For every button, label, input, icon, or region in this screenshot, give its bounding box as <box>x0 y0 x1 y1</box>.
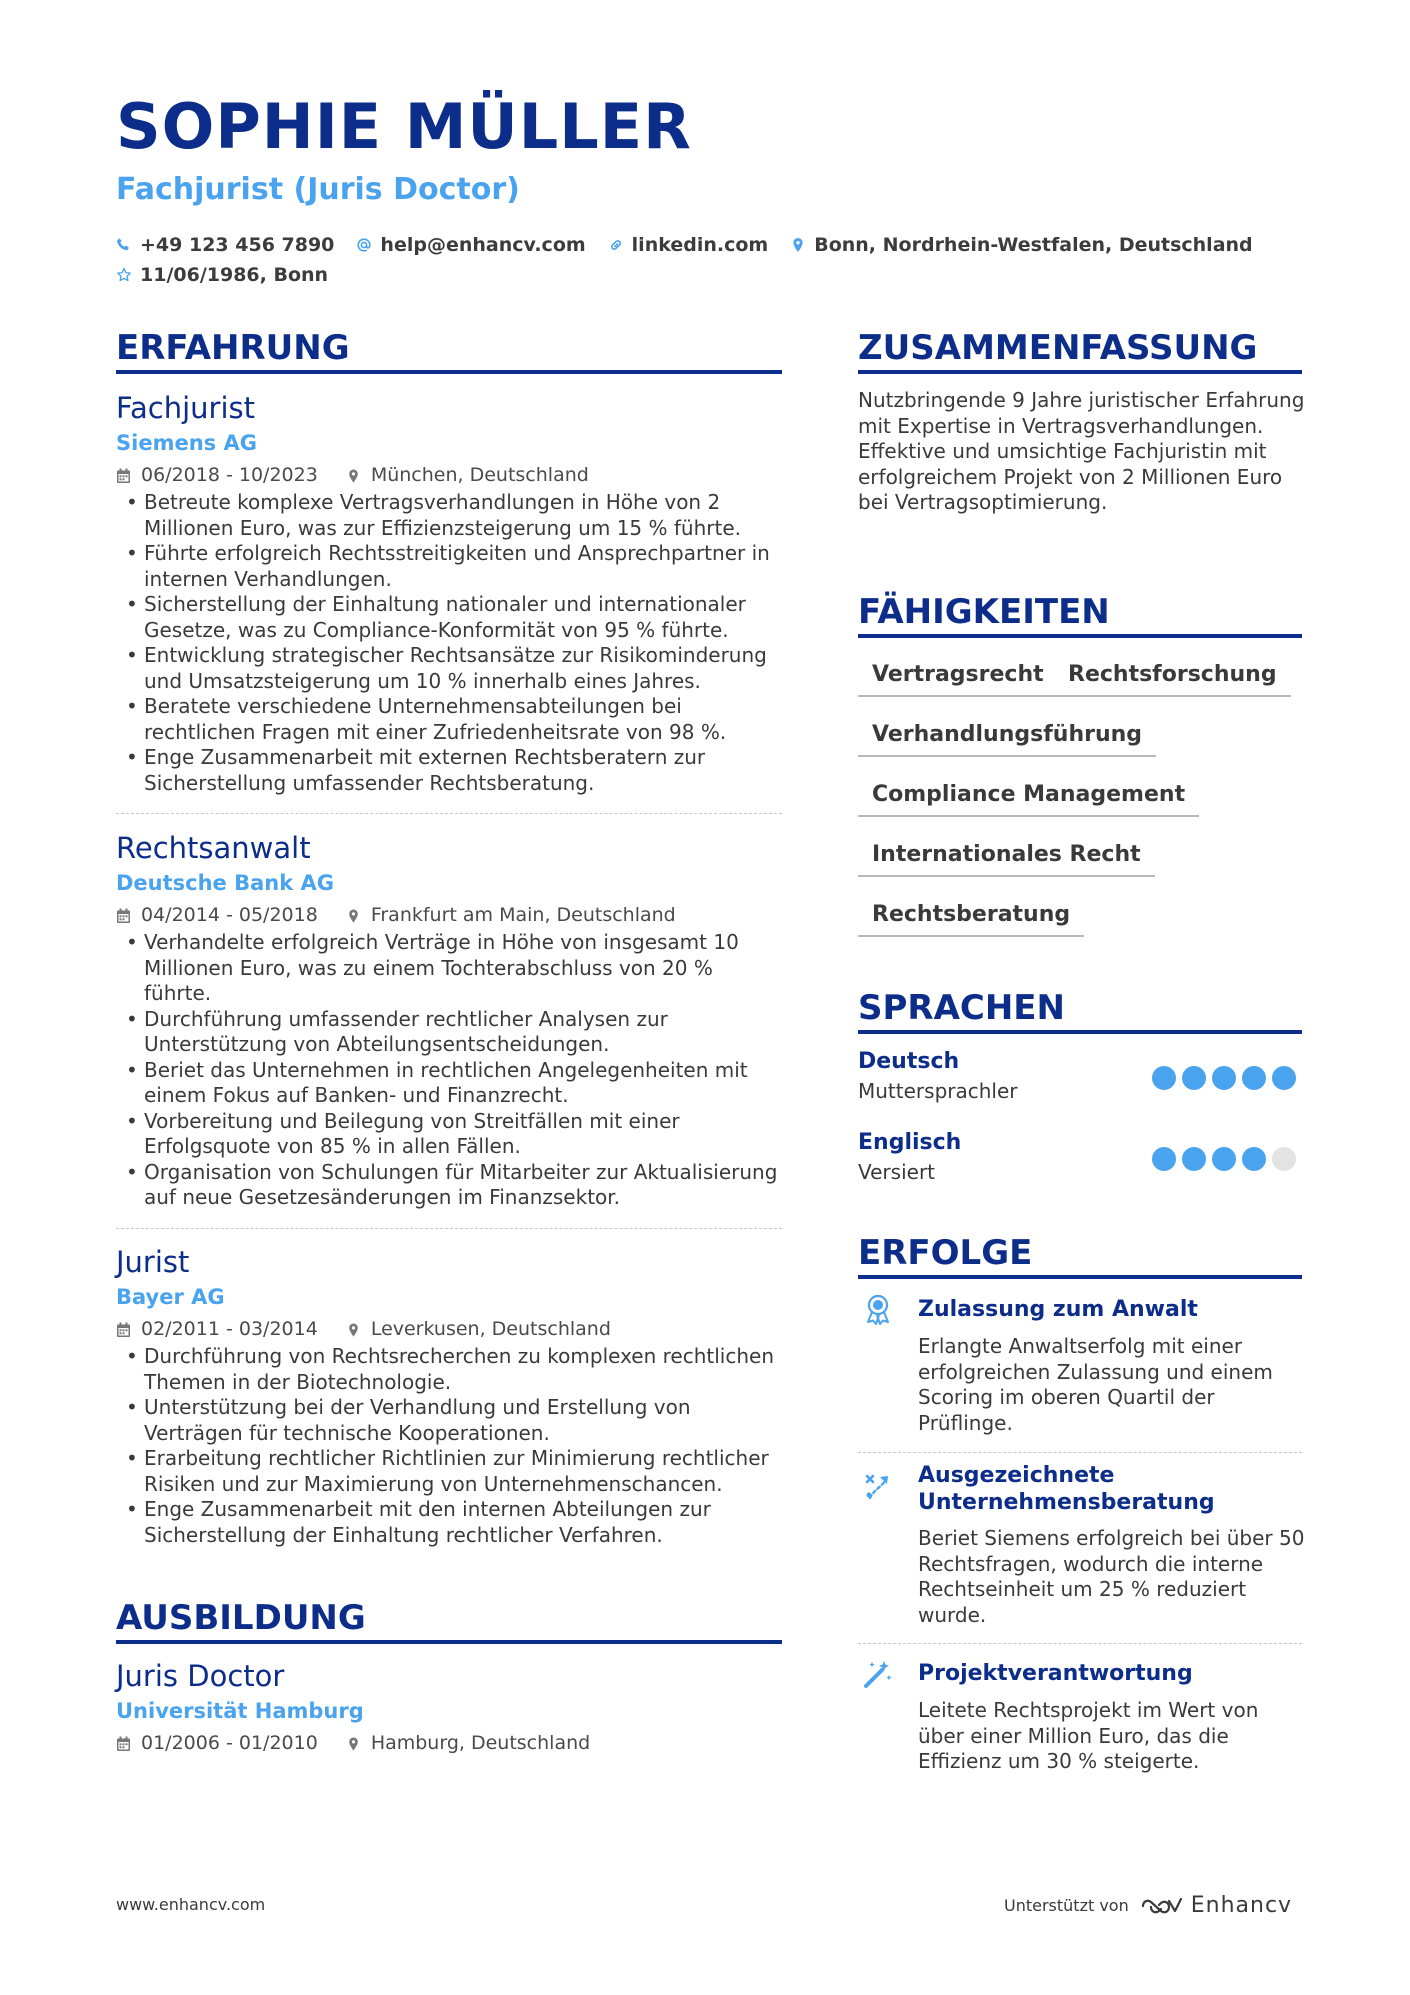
email-text: help@enhancv.com <box>380 234 586 256</box>
achievement-title: Projektverantwortung <box>918 1661 1193 1686</box>
language-rating <box>1146 1147 1296 1171</box>
brand-name: Enhancv <box>1190 1893 1293 1918</box>
rating-dot-filled <box>1212 1147 1236 1171</box>
phone-text: +49 123 456 7890 <box>140 234 335 256</box>
bullet-item: • Verhandelte erfolgreich Verträge in Höhe von insgesamt 10 Millionen Euro, was zu einem Tochterabschluss von 20 % führte. <box>116 930 782 1007</box>
rating-dot-filled <box>1152 1147 1176 1171</box>
job-bullets <box>116 930 782 1211</box>
entry-separator <box>858 1452 1302 1453</box>
contact-info <box>116 230 1316 290</box>
job-company: Siemens AG <box>116 431 257 455</box>
skill-tag: Rechtsforschung <box>1054 657 1291 697</box>
powered-by-text: Unterstützt von <box>1004 1896 1129 1915</box>
job-bullets <box>116 1344 782 1548</box>
achievements-heading: ERFOLGE <box>858 1233 1033 1273</box>
job-title: Jurist <box>116 1245 190 1279</box>
contact-phone[interactable] <box>116 234 334 256</box>
job-entry <box>116 831 782 1211</box>
job-company: Bayer AG <box>116 1285 225 1309</box>
bullet-item: • Betreute komplexe Vertragsverhandlungen in Höhe von 2 Millionen Euro, was zur Effizienzsteigerung um 15 % führte. <box>116 490 782 541</box>
at-icon <box>356 237 372 253</box>
experience-divider <box>116 370 782 374</box>
phone-icon <box>116 237 132 253</box>
candidate-title: Fachjurist (Juris Doctor) <box>116 172 520 207</box>
skill-tag: Verhandlungsführung <box>858 717 1156 757</box>
footer-powered-by[interactable] <box>1004 1893 1292 1918</box>
job-meta <box>116 1320 782 1339</box>
education-dates: 01/2006 - 01/2010 <box>141 1732 318 1754</box>
job-entry <box>116 1245 782 1548</box>
birth-text: 11/06/1986, Bonn <box>140 264 329 286</box>
degree-title: Juris Doctor <box>116 1659 285 1693</box>
job-title: Rechtsanwalt <box>116 831 311 865</box>
calendar-icon <box>116 908 131 924</box>
star-icon <box>116 267 132 283</box>
education-heading: AUSBILDUNG <box>116 1598 366 1638</box>
summary-text: Nutzbringende 9 Jahre juristischer Erfahrung mit Expertise in Vertragsverhandlungen. Effektive und umsichtige Fachjuristin mit erfolgreichem Projekt von 2 Millionen Euro bei Vertragsoptimierung. <box>858 388 1305 514</box>
entry-separator <box>116 813 782 814</box>
language-level: Versiert <box>858 1160 936 1184</box>
job-meta <box>116 906 782 925</box>
summary-heading: ZUSAMMENFASSUNG <box>858 328 1258 368</box>
language-name: Englisch <box>858 1130 962 1155</box>
entry-separator <box>116 1228 782 1229</box>
skill-tag: Vertragsrecht <box>858 657 1058 697</box>
calendar-icon <box>116 1322 131 1338</box>
contact-birth <box>116 264 328 286</box>
bullet-item: • Entwicklung strategischer Rechtsansätze zur Risikominderung und Umsatzsteigerung um 10 % innerhalb eines Jahres. <box>116 643 782 694</box>
achievement-title: Zulassung zum Anwalt <box>918 1297 1198 1322</box>
link-icon <box>608 237 624 253</box>
calendar-icon <box>116 1736 131 1752</box>
languages-divider <box>858 1030 1302 1034</box>
language-level: Muttersprachler <box>858 1079 1018 1103</box>
education-divider <box>116 1640 782 1644</box>
enhancv-logo-icon <box>1139 1895 1185 1917</box>
achievement-text: Beriet Siemens erfolgreich bei über 50 Rechtsfragen, wodurch die interne Rechtseinheit um 25 % reduziert wurde. <box>918 1526 1305 1627</box>
magic-wand-icon <box>862 1658 894 1690</box>
rating-dot-filled <box>1212 1066 1236 1090</box>
skill-tag: Internationales Recht <box>858 837 1155 877</box>
bullet-item: • Enge Zusammenarbeit mit externen Rechtsberatern zur Sicherstellung umfassender Rechtsberatung. <box>116 745 782 796</box>
education-meta <box>116 1734 782 1753</box>
candidate-name: SOPHIE MÜLLER <box>116 90 692 163</box>
bullet-item: • Enge Zusammenarbeit mit den internen Abteilungen zur Sicherstellung der Einhaltung rechtlicher Verfahren. <box>116 1497 782 1548</box>
strategy-arrow-icon <box>862 1470 894 1502</box>
skill-tag: Compliance Management <box>858 777 1199 817</box>
education-location: Hamburg, Deutschland <box>370 1732 591 1754</box>
job-bullets <box>116 490 782 796</box>
summary-divider <box>858 370 1302 374</box>
map-pin-icon <box>790 237 806 253</box>
achievement-text: Leitete Rechtsprojekt im Wert von über einer Million Euro, das die Effizienz um 30 % steigerte. <box>918 1698 1259 1773</box>
bullet-item: • Durchführung von Rechtsrecherchen zu komplexen rechtlichen Themen in der Biotechnologie. <box>116 1344 782 1395</box>
job-location: Leverkusen, Deutschland <box>370 1318 611 1340</box>
map-pin-icon <box>346 1736 361 1752</box>
bullet-item: • Durchführung umfassender rechtlicher Analysen zur Unterstützung von Abteilungsentscheidungen. <box>116 1007 782 1058</box>
skills-divider <box>858 634 1302 638</box>
job-meta <box>116 466 782 485</box>
achievement-text: Erlangte Anwaltserfolg mit einer erfolgreichen Zulassung und einem Scoring im oberen Quartil der Prüflinge. <box>918 1334 1273 1435</box>
language-rating <box>1146 1066 1296 1090</box>
rating-dot-empty <box>1272 1147 1296 1171</box>
job-dates: 06/2018 - 10/2023 <box>141 464 318 486</box>
bullet-item: • Beratete verschiedene Unternehmensabteilungen bei rechtlichen Fragen mit einer Zufriedenheitsrate von 98 %. <box>116 694 782 745</box>
bullet-item: • Sicherstellung der Einhaltung nationaler und internationaler Gesetze, was zu Compliance-Konformität von 95 % führte. <box>116 592 782 643</box>
linkedin-text: linkedin.com <box>631 234 769 256</box>
bullet-item: • Unterstützung bei der Verhandlung und Erstellung von Verträgen für technische Kooperationen. <box>116 1395 782 1446</box>
job-entry <box>116 391 782 796</box>
rating-dot-filled <box>1182 1066 1206 1090</box>
bullet-item: • Organisation von Schulungen für Mitarbeiter zur Aktualisierung auf neue Gesetzesänderungen im Finanzsektor. <box>116 1160 782 1211</box>
entry-separator <box>858 1643 1302 1644</box>
school-name: Universität Hamburg <box>116 1699 364 1723</box>
footer-website[interactable]: www.enhancv.com <box>116 1895 266 1914</box>
rating-dot-filled <box>1242 1066 1266 1090</box>
skill-tag: Rechtsberatung <box>858 897 1084 937</box>
contact-email[interactable] <box>356 234 585 256</box>
languages-heading: SPRACHEN <box>858 988 1065 1028</box>
experience-heading: ERFAHRUNG <box>116 328 350 368</box>
education-entry <box>116 1659 782 1754</box>
award-ribbon-icon <box>862 1294 894 1326</box>
job-dates: 02/2011 - 03/2014 <box>141 1318 318 1340</box>
achievements-divider <box>858 1275 1302 1279</box>
achievement-title: Ausgezeichnete Unternehmensberatung <box>918 1463 1215 1515</box>
rating-dot-filled <box>1242 1147 1266 1171</box>
skills-heading: FÄHIGKEITEN <box>858 592 1110 632</box>
job-location: Frankfurt am Main, Deutschland <box>370 904 676 926</box>
map-pin-icon <box>346 908 361 924</box>
map-pin-icon <box>346 1322 361 1338</box>
map-pin-icon <box>346 468 361 484</box>
job-dates: 04/2014 - 05/2018 <box>141 904 318 926</box>
language-name: Deutsch <box>858 1049 960 1074</box>
rating-dot-filled <box>1272 1066 1296 1090</box>
calendar-icon <box>116 468 131 484</box>
contact-linkedin[interactable] <box>608 234 769 256</box>
contact-location <box>790 234 1252 256</box>
job-title: Fachjurist <box>116 391 256 425</box>
location-text: Bonn, Nordrhein-Westfalen, Deutschland <box>814 234 1253 256</box>
bullet-item: • Führte erfolgreich Rechtsstreitigkeiten und Ansprechpartner in internen Verhandlungen. <box>116 541 782 592</box>
rating-dot-filled <box>1182 1147 1206 1171</box>
bullet-item: • Vorbereitung und Beilegung von Streitfällen mit einer Erfolgsquote von 85 % in allen Fällen. <box>116 1109 782 1160</box>
bullet-item: • Erarbeitung rechtlicher Richtlinien zur Minimierung rechtlicher Risiken und zur Maximierung von Unternehmenschancen. <box>116 1446 782 1497</box>
job-company: Deutsche Bank AG <box>116 871 335 895</box>
bullet-item: • Beriet das Unternehmen in rechtlichen Angelegenheiten mit einem Fokus auf Banken- und Finanzrecht. <box>116 1058 782 1109</box>
job-location: München, Deutschland <box>370 464 589 486</box>
rating-dot-filled <box>1152 1066 1176 1090</box>
